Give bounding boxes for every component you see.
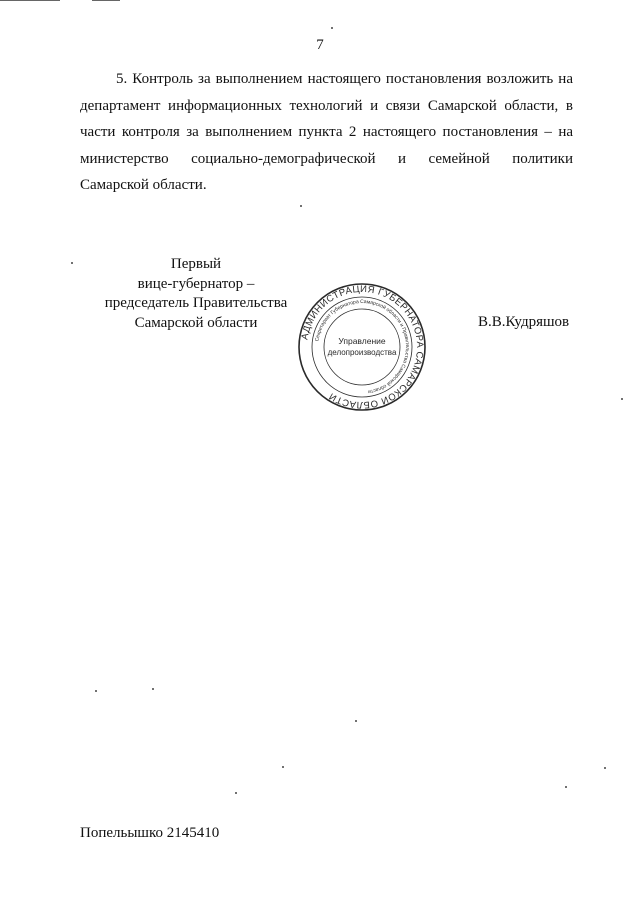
paragraph-line: министерство социально-демографической и семейной политики (80, 150, 573, 167)
official-seal (297, 282, 427, 412)
signatory-title (86, 255, 306, 333)
paragraph-line: Самарской области. (80, 177, 207, 193)
seal-inner-ring (324, 309, 400, 385)
executor-line: Попельышко 2145410 (80, 825, 220, 841)
seal-center-line-2: делопроизводства (327, 348, 397, 357)
scan-speck (95, 690, 97, 692)
paragraph-line: 5. Контроль за выполнением настоящего постановления возложить на (116, 71, 573, 87)
scan-speck (565, 786, 567, 788)
scan-speck (604, 767, 606, 769)
signatory-title-line: председатель Правительства (104, 295, 288, 311)
signatory-title-line: Самарской области (134, 314, 258, 331)
scan-speck (282, 766, 284, 768)
page-number: 7 (316, 37, 324, 53)
paragraph-clause-5 (80, 66, 573, 199)
seal-outer-text: АДМИНИСТРАЦИЯ ГУБЕРНАТОРА САМАРСКОЙ ОБЛАСТИ (299, 283, 426, 411)
scan-edge-mark (92, 0, 120, 1)
scan-speck (300, 205, 302, 207)
seal-middle-ring (312, 297, 412, 397)
signatory-title-line: вице-губернатор – (137, 275, 255, 292)
scan-speck (621, 398, 623, 400)
paragraph-line: части контроля за выполнением пункта 2 настоящего постановления – на (80, 124, 573, 140)
signatory-title-line: Первый (170, 256, 222, 272)
seal-inner-text: Секретариат Губернатора Самарской области и Правительства Самарской области (314, 298, 411, 395)
scan-speck (152, 688, 154, 690)
scan-edge-mark (0, 0, 60, 1)
scan-speck (71, 262, 73, 264)
scan-speck (331, 27, 333, 29)
paragraph-line: департамент информационных технологий и связи Самарской области, в (80, 97, 573, 114)
scan-speck (355, 720, 357, 722)
seal-center-line-1: Управление (338, 336, 386, 346)
signatory-name: В.В.Кудряшов (478, 314, 570, 330)
scan-speck (235, 792, 237, 794)
